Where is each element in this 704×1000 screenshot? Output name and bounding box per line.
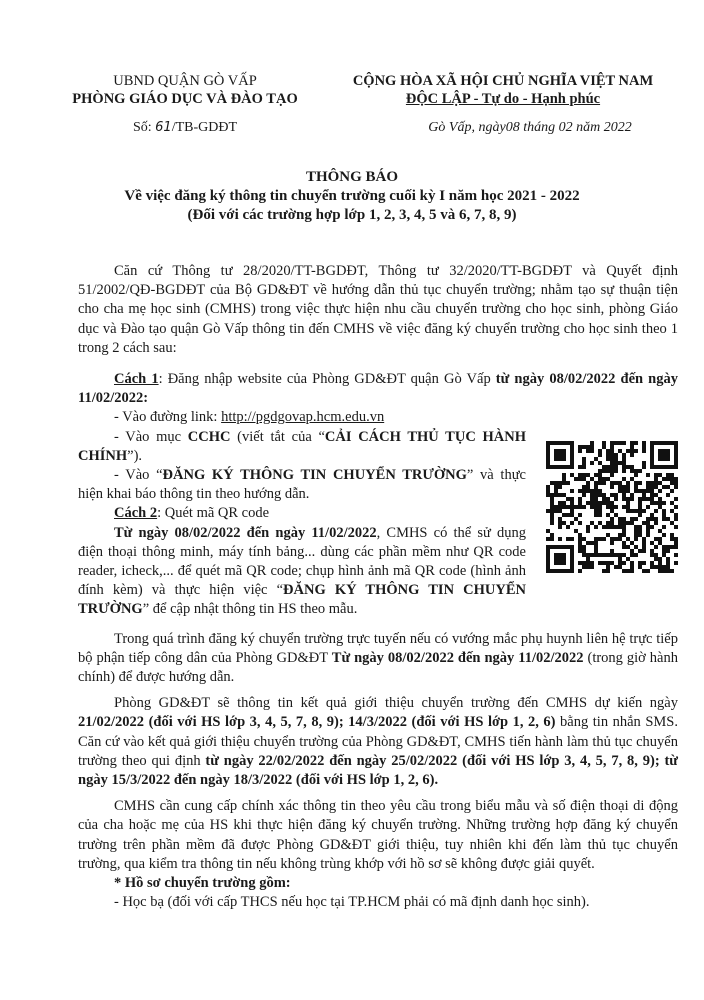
- link-line: [78, 408, 678, 427]
- method2-body2: ” để cập nhật thông tin HS theo mẫu.: [142, 601, 358, 618]
- method1-text: : Đăng nhập website của Phòng GD&ĐT quận Gò Vấp: [158, 371, 496, 388]
- accuracy-paragraph: CMHS cần cung cấp chính xác thông tin theo yêu cầu trong biểu mẫu và số điện thoại di động của cha hoặc mẹ của HS khi thực hiện đăng ký chuyển trường. Những trường hợp đăng ký chuyển trường trên phần mềm đã được Phòng GD&ĐT giới thiệu, tuy nhiên khi đến làm thủ tục chuyển trường, qua kiểm tra thông tin nếu không trùng khớp với hồ sơ sẽ không được giải quyết.: [78, 798, 678, 872]
- issuer-district: UBND QUẬN GÒ VẤP: [113, 73, 257, 89]
- issuer-block: [60, 72, 310, 108]
- cchc-prefix: - Vào mục: [114, 428, 188, 445]
- intro-paragraph: Căn cứ Thông tư 28/2020/TT-BGDĐT, Thông tư 32/2020/TT-BGDĐT và Quyết định 51/2002/QĐ-BGDĐT của Bộ GD&ĐT về hướng dẫn thủ tục chuyển trường; nhằm tạo sự thuận tiện cho cha mẹ học sinh (CMHS) trong việc thực hiện nhu cầu chuyển trường cho học sinh, phòng Giáo dục và Đào tạo quận Gò Vấp thông tin đến CMHS về việc đăng ký chuyển trường cho học sinh theo 1 trong 2 cách sau:: [78, 263, 678, 356]
- title-subject: Về việc đăng ký thông tin chuyển trường cuối kỳ I năm học 2021 - 2022: [124, 188, 580, 204]
- national-title: CỘNG HÒA XÃ HỘI CHỦ NGHĨA VIỆT NAM: [352, 73, 654, 89]
- support-paragraph: [78, 630, 678, 688]
- date-prefix: Gò Vấp, ngày: [428, 120, 506, 135]
- qr-code-icon: [538, 432, 686, 582]
- date-day-handwritten: 08: [505, 120, 520, 135]
- method2-label: Cách 2: [114, 505, 158, 522]
- doc-number-prefix: Số:: [132, 120, 156, 135]
- method1-paragraph: [78, 370, 678, 408]
- title-heading: THÔNG BÁO: [305, 169, 399, 185]
- cchc-abbrev: CCHC: [187, 428, 231, 445]
- support-text1: Trong quá trình đăng ký chuyển trường trực tuyến nếu có vướng mắc phụ huynh liên hệ trực tiếp bộ phận tiếp công dân của Phòng GD&ĐT: [78, 630, 678, 666]
- national-motto-block: [318, 72, 688, 108]
- result-text2: bằng tin nhắn SMS. Căn cứ vào kết quả giới thiệu chuyển trường của Phòng GD&ĐT, CMHS tiến hành làm thủ tục chuyển trường theo qui định: [78, 714, 678, 769]
- register-prefix: - Vào “: [114, 467, 163, 484]
- support-dates: Từ ngày 08/02/2022 đến ngày 11/02/2022: [331, 649, 584, 666]
- cchc-mid: (viết tắt của “: [230, 428, 325, 445]
- method2-body1: , CMHS có thể sử dụng điện thoại thông minh, máy tính bảng... dùng các phần mềm như QR code reader, icheck,... để quét mã QR code; chụp hình ảnh mã QR code (hình ảnh đính kèm) và thực hiện việc “: [78, 524, 526, 599]
- register-bold: ĐĂNG KÝ THÔNG TIN CHUYỂN TRƯỜNG: [162, 467, 467, 484]
- national-motto: ĐỘC LẬP - Tự do - Hạnh phúc: [405, 91, 601, 107]
- register-end: ” và thực hiện khai báo thông tin theo hướng dẫn.: [78, 467, 526, 503]
- dossier-heading-text: * Hồ sơ chuyển trường gồm:: [114, 875, 291, 892]
- doc-number-suffix: /TB-GDĐT: [171, 120, 238, 135]
- title-scope: (Đối với các trường hợp lớp 1, 2, 3, 4, 5 và 6, 7, 8, 9): [187, 207, 517, 223]
- issuer-department: PHÒNG GIÁO DỤC VÀ ĐÀO TẠO: [72, 91, 298, 107]
- result-dates2: từ ngày 22/02/2022 đến ngày 25/02/2022 (đối với HS lớp 3, 4, 5, 7, 8, 9); từ ngày 15/3/2022 đến ngày 18/3/2022 (đối với HS lớp 1, 2, 6).: [78, 752, 678, 789]
- document-number: [60, 120, 310, 136]
- website-link[interactable]: http://pgdgovap.hcm.edu.vn: [221, 409, 385, 426]
- result-paragraph: [78, 694, 678, 790]
- method2-dates: Từ ngày 08/02/2022 đến ngày 11/02/2022: [114, 524, 377, 541]
- method1-label: Cách 1: [114, 371, 159, 388]
- cchc-full: CẢI CÁCH THỦ TỤC HÀNH CHÍNH: [78, 428, 526, 464]
- document-title: [40, 168, 664, 225]
- document-body: [78, 262, 678, 913]
- date-suffix: tháng 02 năm 2022: [519, 120, 632, 135]
- qr-code-image: [538, 432, 686, 582]
- result-text1: Phòng GD&ĐT sẽ thông tin kết quả giới thiệu chuyển trường đến CMHS dự kiến ngày: [114, 695, 678, 712]
- cchc-end: ”).: [127, 447, 143, 464]
- doc-number-handwritten: 61: [155, 120, 172, 135]
- method2-bold: ĐĂNG KÝ THÔNG TIN CHUYỂN TRƯỜNG: [78, 582, 526, 618]
- support-text2: (trong giờ hành chính) để được hướng dẫn.: [78, 649, 678, 686]
- method2-text: : Quét mã QR code: [157, 505, 270, 522]
- link-prefix: - Vào đường link:: [114, 409, 222, 426]
- method1-dates: từ ngày 08/02/2022 đến ngày 11/02/2022:: [78, 371, 678, 407]
- dossier-heading: [78, 874, 678, 893]
- dossier-item-1: - Học bạ (đối với cấp THCS nếu học tại TP.HCM phải có mã định danh học sinh).: [114, 894, 590, 911]
- document-date: [380, 120, 680, 136]
- result-dates1: 21/02/2022 (đối với HS lớp 3, 4, 5, 7, 8, 9); 14/3/2022 (đối với HS lớp 1, 2, 6): [78, 714, 556, 731]
